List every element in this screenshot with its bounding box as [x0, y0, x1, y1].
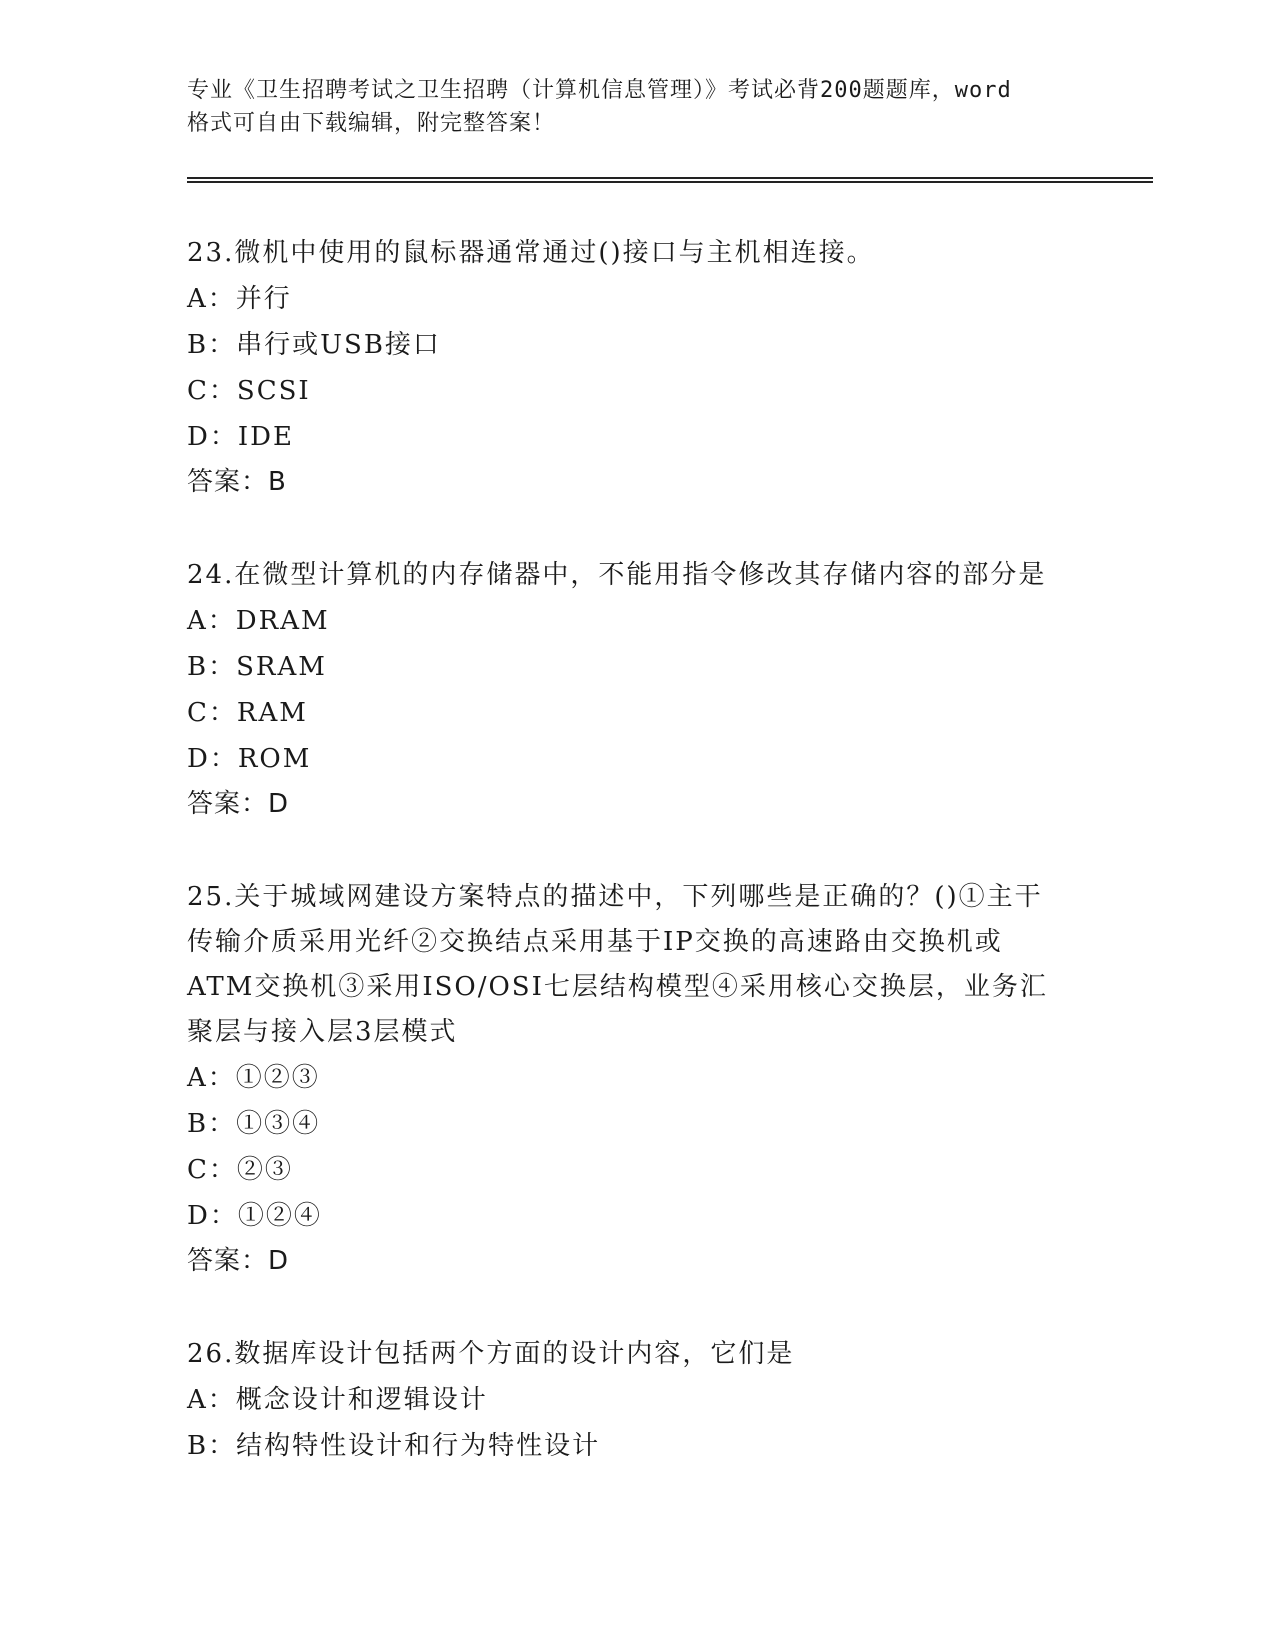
header-divider-top: [187, 177, 1153, 179]
option-b: B：结构特性设计和行为特性设计: [187, 1431, 601, 1461]
header-line-1: 专业《卫生招聘考试之卫生招聘（计算机信息管理）》考试必背200题题库，word: [187, 78, 1012, 103]
stem-line: 26.数据库设计包括两个方面的设计内容，它们是: [187, 1339, 795, 1369]
question-26: [187, 1332, 1087, 1469]
answer-label: 答案：D: [187, 1246, 290, 1276]
option-a: A：DRAM: [187, 606, 330, 636]
answer-label: 答案：D: [187, 789, 290, 819]
header-line-2: 格式可自由下载编辑，附完整答案！: [187, 111, 556, 136]
question-stem: [187, 1332, 1087, 1377]
option-d: D：①②④: [187, 1201, 322, 1231]
question-stem: [187, 553, 1087, 598]
question-25: [187, 875, 1087, 1283]
document-header: [187, 74, 1087, 140]
option-a: A：概念设计和逻辑设计: [187, 1385, 488, 1415]
option-b: B：串行或USB接口: [187, 330, 441, 360]
option-d: D：IDE: [187, 422, 294, 452]
header-divider-bottom: [187, 181, 1153, 183]
stem-line: 23.微机中使用的鼠标器通常通过()接口与主机相连接。: [187, 238, 875, 268]
option-d: D：ROM: [187, 744, 312, 774]
option-a: A：①②③: [187, 1063, 320, 1093]
answer-label: 答案：B: [187, 467, 287, 497]
option-c: C：RAM: [187, 698, 308, 728]
question-stem: [187, 231, 1087, 276]
option-b: B：SRAM: [187, 652, 327, 682]
question-list: [187, 231, 1087, 1518]
question-24: [187, 553, 1087, 826]
stem-line: 25.关于城域网建设方案特点的描述中，下列哪些是正确的？()①主干: [187, 882, 1043, 912]
option-a: A：并行: [187, 284, 292, 314]
option-b: B：①③④: [187, 1109, 321, 1139]
question-stem: [187, 875, 1087, 1055]
option-c: C：SCSI: [187, 376, 311, 406]
stem-line: 聚层与接入层3层模式: [187, 1017, 458, 1047]
stem-line: ATM交换机③采用ISO/OSI七层结构模型④采用核心交换层，业务汇: [187, 972, 1048, 1002]
option-c: C：②③: [187, 1155, 293, 1185]
stem-line: 24.在微型计算机的内存储器中，不能用指令修改其存储内容的部分是: [187, 560, 1047, 590]
stem-line: 传输介质采用光纤②交换结点采用基于IP交换的高速路由交换机或: [187, 927, 1003, 957]
question-23: [187, 231, 1087, 504]
